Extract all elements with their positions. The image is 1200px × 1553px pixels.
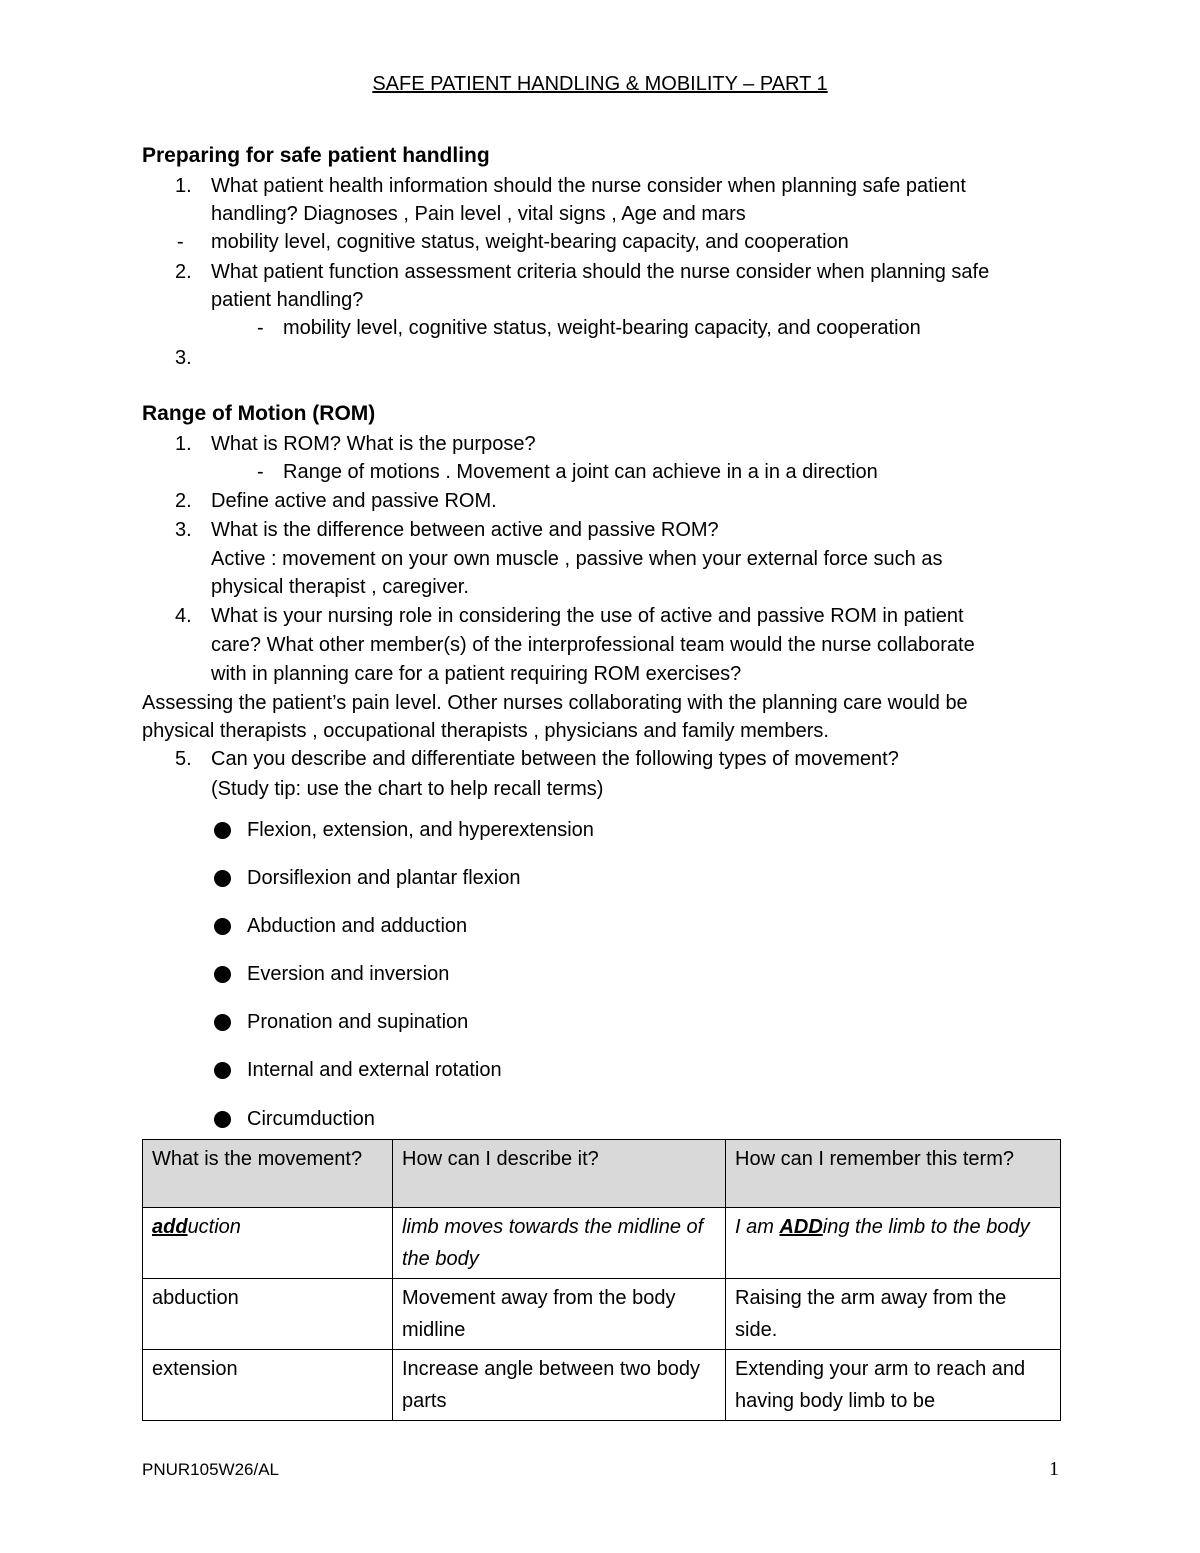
bullet-icon (214, 1111, 231, 1128)
table-row (143, 1350, 1061, 1421)
table-cell-term (143, 1208, 393, 1279)
list-number: 1. (175, 175, 192, 197)
bullet-icon (214, 966, 231, 983)
list-number: 2. (175, 490, 192, 512)
table-cell-term: abduction (143, 1279, 393, 1350)
table-header-cell: How can I remember this term? (726, 1140, 1061, 1208)
bullet-item: Dorsiflexion and plantar flexion (247, 867, 521, 889)
bullet-item: Flexion, extension, and hyperextension (247, 819, 594, 841)
question-text: Can you describe and differentiate between the following types of movement? (211, 748, 899, 770)
table-row (143, 1208, 1061, 1279)
remember-pre: I am (735, 1216, 780, 1238)
bullet-item: Abduction and adduction (247, 915, 468, 937)
movement-table (142, 1139, 1061, 1421)
document-title: SAFE PATIENT HANDLING & MOBILITY – PART 1 (372, 73, 828, 95)
table-cell-describe: limb moves towards the midline of the body (393, 1208, 726, 1279)
footer-course-code: PNUR105W26/AL (142, 1460, 280, 1479)
list-number: 5. (175, 748, 192, 770)
table-cell-term: extension (143, 1350, 393, 1421)
question-text: What patient function assessment criteria should the nurse consider when planning safe (211, 261, 990, 283)
question-text: care? What other member(s) of the interprofessional team would the nurse collaborate (211, 634, 975, 656)
bullet-item: Eversion and inversion (247, 963, 450, 985)
question-text: with in planning care for a patient requiring ROM exercises? (211, 663, 742, 685)
table-cell-remember: Extending your arm to reach and having body limb to be (726, 1350, 1061, 1421)
table-cell-remember (726, 1208, 1061, 1279)
table-header-cell: How can I describe it? (393, 1140, 726, 1208)
bullet-item: Circumduction (247, 1108, 375, 1130)
answer-text: Active : movement on your own muscle , passive when your external force such as (211, 548, 943, 570)
bullet-icon (214, 918, 231, 935)
answer-text: Range of motions . Movement a joint can achieve in a in a direction (283, 461, 878, 483)
question-text: Define active and passive ROM. (211, 490, 497, 512)
dash-marker: - (177, 231, 184, 253)
table-cell-describe: Increase angle between two body parts (393, 1350, 726, 1421)
table-cell-remember: Raising the arm away from the side. (726, 1279, 1061, 1350)
answer-text: mobility level, cognitive status, weight-bearing capacity, and cooperation (283, 317, 921, 339)
term-rest: uction (187, 1216, 241, 1238)
answer-text: physical therapists , occupational therapists , physicians and family members. (142, 720, 829, 742)
remember-emphasis: ADD (779, 1216, 823, 1238)
table-header-row (143, 1140, 1061, 1208)
answer-text: Assessing the patient’s pain level. Other nurses collaborating with the planning care would be (142, 692, 968, 714)
answer-text: mobility level, cognitive status, weight-bearing capacity, and cooperation (211, 231, 849, 253)
dash-marker: - (257, 461, 264, 483)
term-emphasis: add (152, 1216, 188, 1238)
list-number: 3. (175, 347, 192, 369)
question-text: What is ROM? What is the purpose? (211, 433, 536, 455)
question-text: What is your nursing role in considering the use of active and passive ROM in patient (211, 605, 964, 627)
bullet-icon (214, 870, 231, 887)
bullet-item: Pronation and supination (247, 1011, 469, 1033)
question-text: handling? Diagnoses , Pain level , vital signs , Age and mars (211, 203, 746, 225)
bullet-item: Internal and external rotation (247, 1059, 502, 1081)
dash-marker: - (257, 317, 264, 339)
list-number: 4. (175, 605, 192, 627)
list-number: 2. (175, 261, 192, 283)
bullet-icon (214, 1062, 231, 1079)
table-row (143, 1279, 1061, 1350)
table-cell-describe: Movement away from the body midline (393, 1279, 726, 1350)
bullet-icon (214, 822, 231, 839)
table-header-cell: What is the movement? (143, 1140, 393, 1208)
list-number: 3. (175, 519, 192, 541)
question-text: patient handling? (211, 289, 364, 311)
question-text: (Study tip: use the chart to help recall terms) (211, 778, 604, 800)
section-heading-safe-handling: Preparing for safe patient handling (142, 144, 490, 167)
bullet-icon (214, 1014, 231, 1031)
question-text: What is the difference between active and passive ROM? (211, 519, 719, 541)
list-number: 1. (175, 433, 192, 455)
question-text: What patient health information should the nurse consider when planning safe patient (211, 175, 966, 197)
remember-post: ing the limb to the body (822, 1216, 1030, 1238)
page-number: 1 (1049, 1458, 1059, 1480)
section-heading-rom: Range of Motion (ROM) (142, 402, 376, 425)
answer-text: physical therapist , caregiver. (211, 576, 469, 598)
